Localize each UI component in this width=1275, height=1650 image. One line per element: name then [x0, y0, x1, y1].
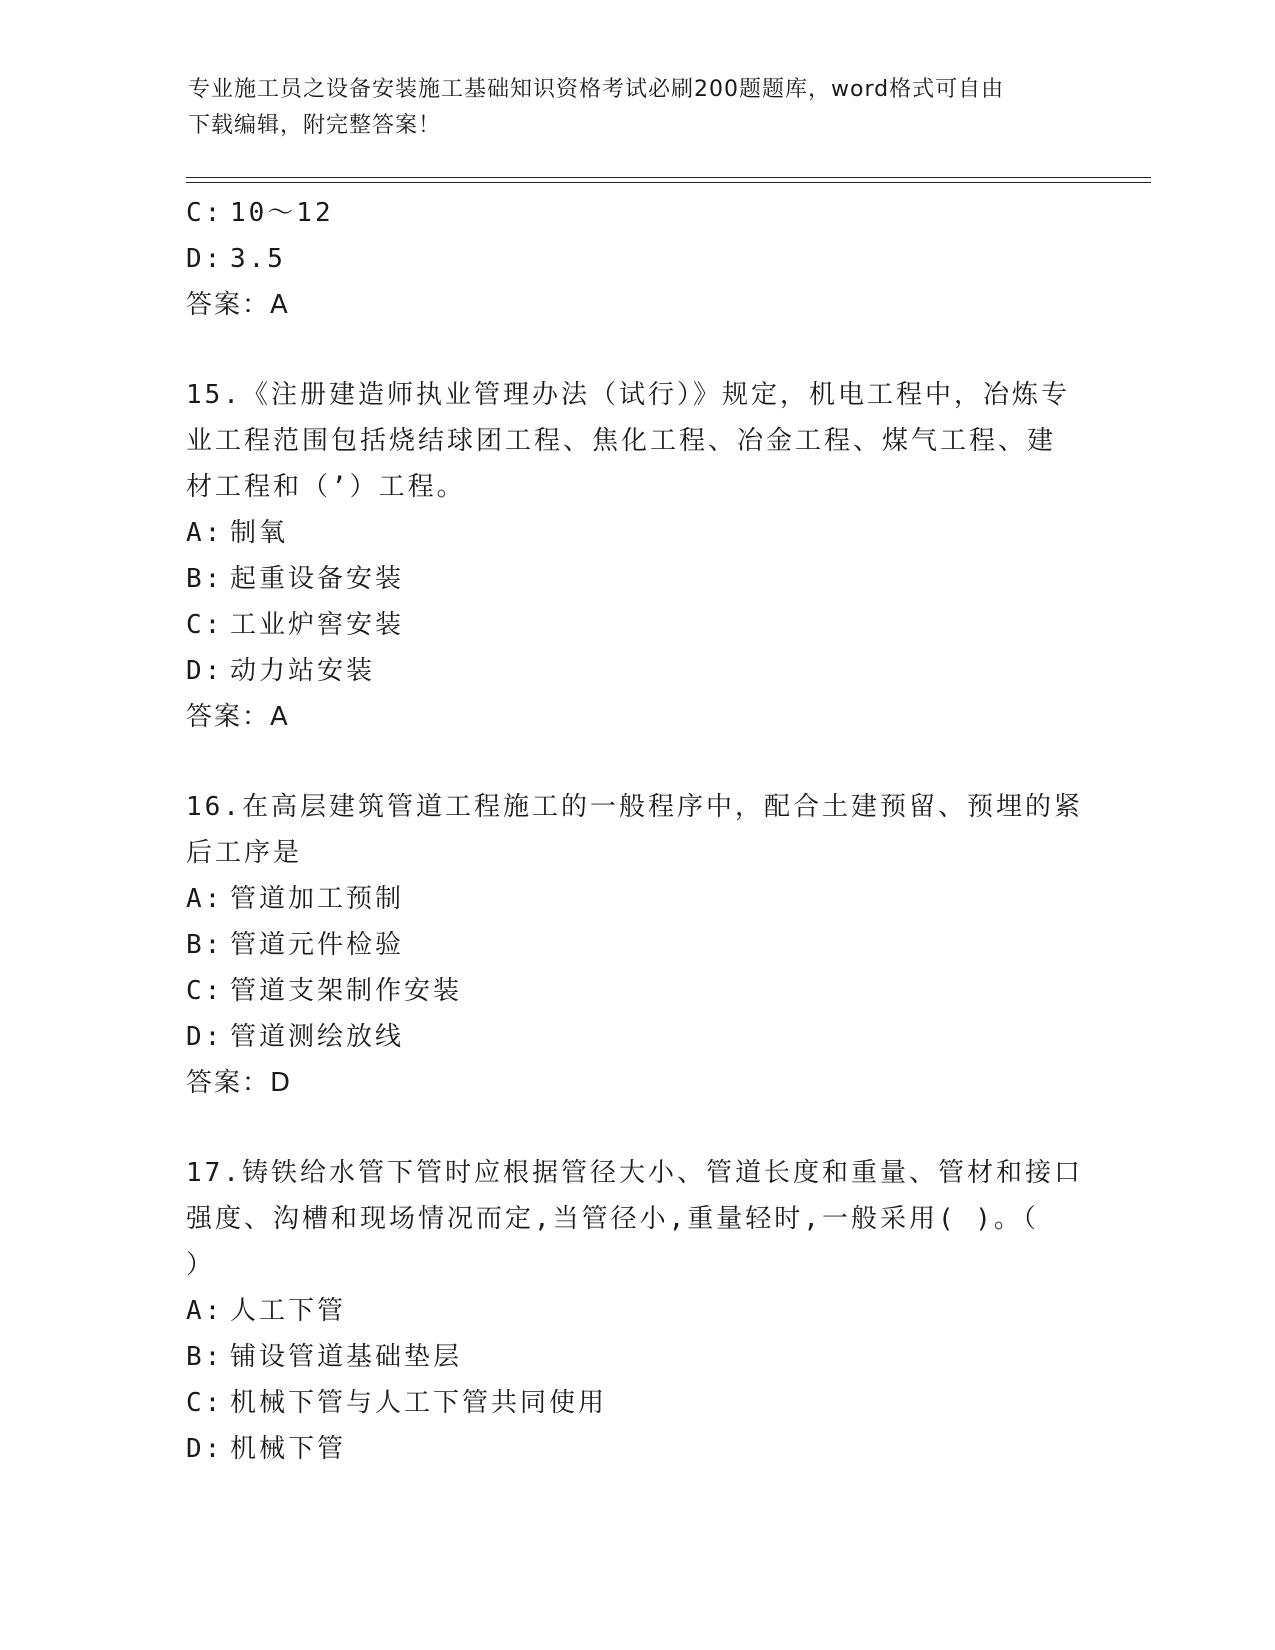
option-d — [186, 648, 1086, 694]
option-text: 制氧 — [230, 518, 289, 548]
question-stem-line: 16.在高层建筑管道工程施工的一般程序中，配合土建预留、预埋的紧 — [186, 792, 1083, 822]
option-text: 管道加工预制 — [230, 884, 405, 914]
question-list — [186, 190, 1086, 1472]
option-text: 管道元件检验 — [230, 930, 405, 960]
option-key: C: — [186, 1388, 224, 1418]
option-text: 管道测绘放线 — [230, 1022, 405, 1052]
option-d — [186, 1426, 1086, 1472]
document-header — [188, 72, 1068, 144]
option-d — [186, 236, 1086, 282]
option-text: 管道支架制作安装 — [230, 976, 463, 1006]
question-stem-line: 业工程范围包括烧结球团工程、焦化工程、冶金工程、煤气工程、建 — [186, 426, 1057, 456]
option-key: D: — [186, 244, 224, 274]
option-b — [186, 1334, 1086, 1380]
header-divider-bottom — [186, 182, 1151, 183]
option-text: 10～12 — [230, 198, 334, 228]
option-key: C: — [186, 198, 224, 228]
partial-question — [186, 190, 1086, 328]
option-d — [186, 1014, 1086, 1060]
answer-line: 答案：A — [186, 702, 290, 732]
option-text: 3.5 — [230, 244, 286, 274]
header-line-2: 下载编辑，附完整答案！ — [188, 113, 442, 138]
question-15 — [186, 372, 1086, 740]
question-16 — [186, 784, 1086, 1106]
option-key: C: — [186, 610, 224, 640]
option-a — [186, 1288, 1086, 1334]
option-key: A: — [186, 518, 224, 548]
option-key: C: — [186, 976, 224, 1006]
option-c — [186, 190, 1086, 236]
answer-line: 答案：D — [186, 1068, 293, 1098]
option-a — [186, 510, 1086, 556]
option-key: D: — [186, 656, 224, 686]
option-text: 铺设管道基础垫层 — [230, 1342, 463, 1372]
option-text: 人工下管 — [230, 1296, 347, 1326]
answer-line: 答案：A — [186, 290, 290, 320]
header-divider-top — [186, 177, 1151, 178]
header-line-1: 专业施工员之设备安装施工基础知识资格考试必刷200题题库，word格式可自由 — [188, 77, 1005, 102]
question-17 — [186, 1150, 1086, 1472]
option-c — [186, 968, 1086, 1014]
option-key: B: — [186, 930, 224, 960]
option-text: 工业炉窖安装 — [230, 610, 405, 640]
option-b — [186, 922, 1086, 968]
question-stem-line: 材工程和（’）工程。 — [186, 472, 466, 502]
option-text: 动力站安装 — [230, 656, 376, 686]
option-c — [186, 1380, 1086, 1426]
option-key: D: — [186, 1022, 224, 1052]
option-text: 起重设备安装 — [230, 564, 405, 594]
option-key: B: — [186, 564, 224, 594]
option-c — [186, 602, 1086, 648]
question-stem-line: 强度、沟槽和现场情况而定,当管径小,重量轻时,一般采用( )。（ — [186, 1204, 1039, 1234]
option-a — [186, 876, 1086, 922]
option-key: A: — [186, 1296, 224, 1326]
option-key: D: — [186, 1434, 224, 1464]
question-stem-line: 后工序是 — [186, 838, 303, 868]
question-stem-line: 15.《注册建造师执业管理办法（试行）》规定，机电工程中，冶炼专 — [186, 380, 1070, 410]
question-stem-line: 17.铸铁给水管下管时应根据管径大小、管道长度和重量、管材和接口 — [186, 1158, 1083, 1188]
option-key: A: — [186, 884, 224, 914]
option-text: 机械下管与人工下管共同使用 — [230, 1388, 608, 1418]
option-key: B: — [186, 1342, 224, 1372]
option-b — [186, 556, 1086, 602]
option-text: 机械下管 — [230, 1434, 347, 1464]
question-stem-line: ） — [186, 1250, 216, 1280]
